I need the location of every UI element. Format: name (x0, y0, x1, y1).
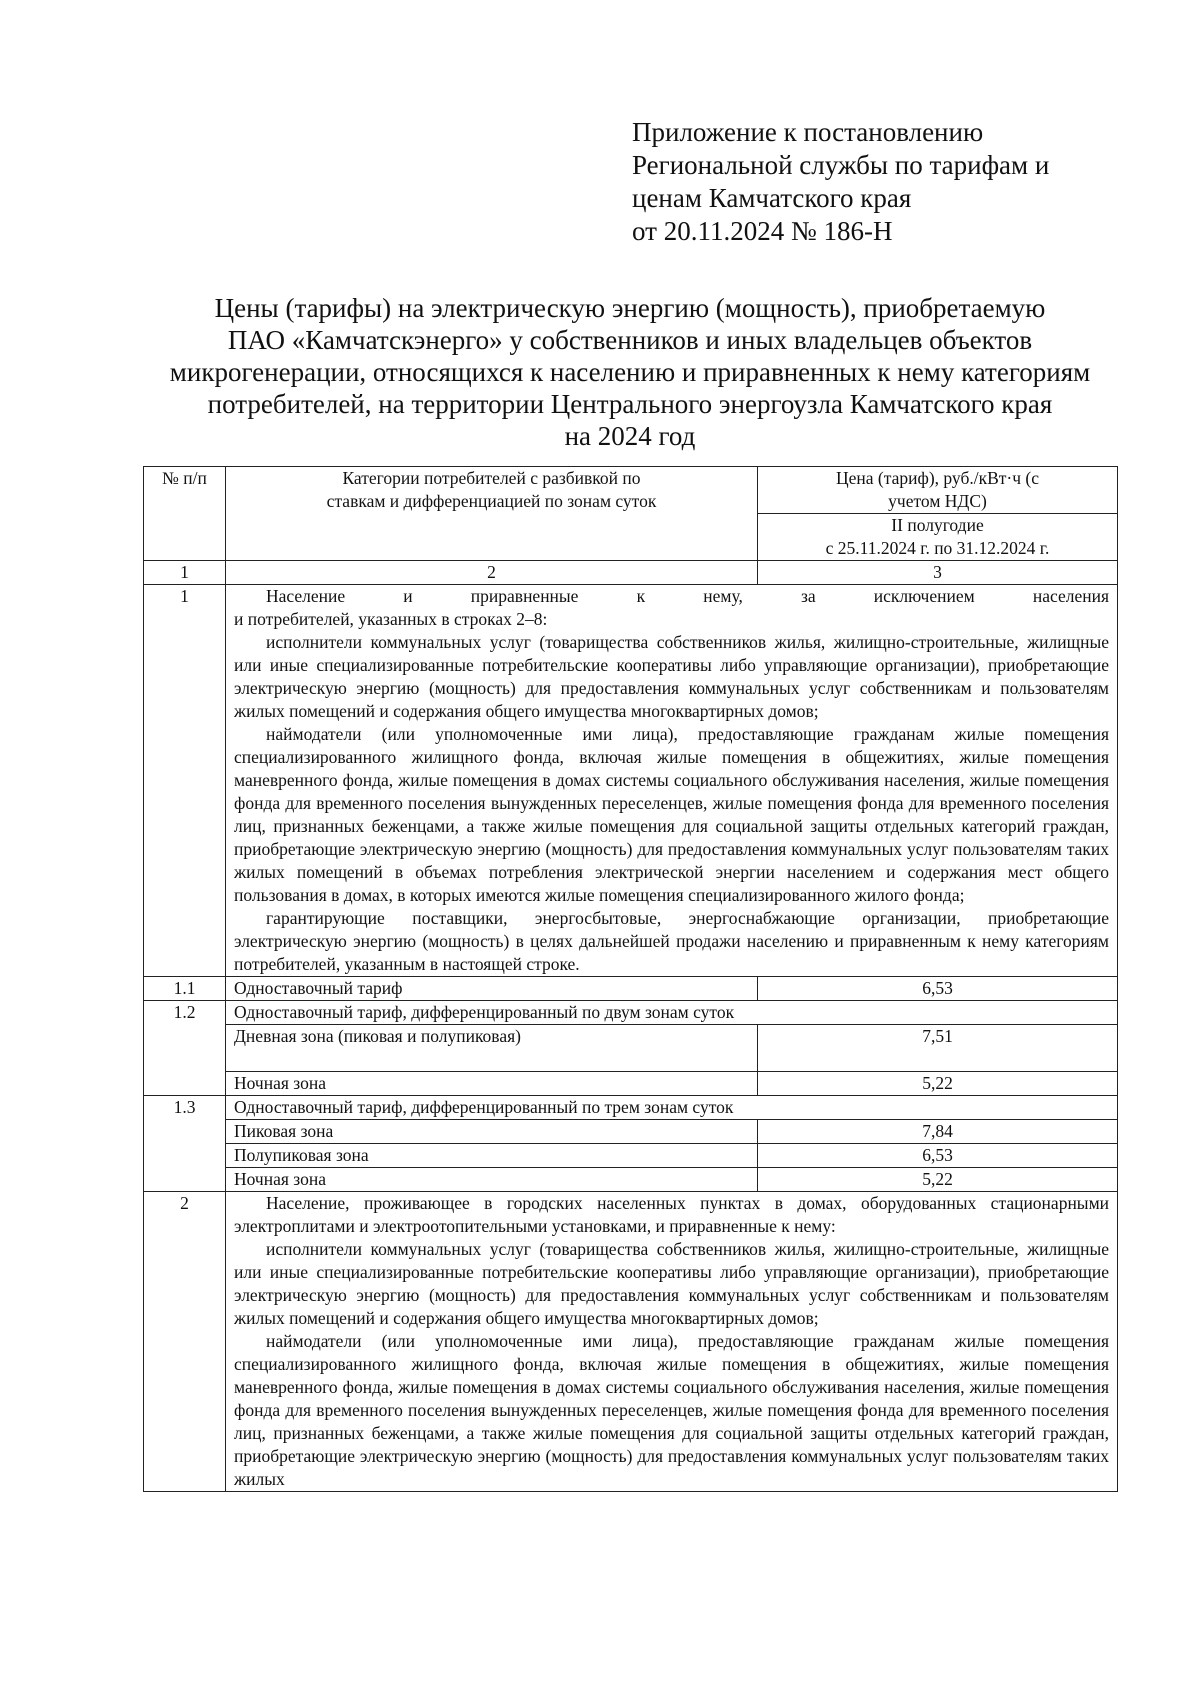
row-number: 1.2 (144, 1001, 226, 1096)
row-number: 1 (144, 585, 226, 977)
title-line: на 2024 год (564, 421, 696, 451)
tariff-label: Одноставочный тариф (226, 977, 758, 1001)
tariff-table (143, 466, 1118, 1492)
header-period (758, 514, 1118, 561)
zone-value: 5,22 (758, 1168, 1118, 1192)
table-row (144, 1144, 1118, 1168)
row-number: 2 (144, 1192, 226, 1492)
header-num: № п/п (144, 467, 226, 561)
description-paragraph: гарантирующие поставщики, энергосбытовые, энергоснабжающие организации, приобретающие электрическую энергию (мощность) в целях дальнейшей продажи населению и приравненным к нему категориям потребителей, указанным в настоящей строке. (234, 908, 1110, 974)
column-number: 2 (226, 561, 758, 585)
title-line: потребителей, на территории Центрального энергоузла Камчатского края (207, 389, 1053, 419)
column-number: 1 (144, 561, 226, 585)
tariff-value: 6,53 (758, 977, 1118, 1001)
column-number: 3 (758, 561, 1118, 585)
description-paragraph: наймодатели (или уполномоченные ими лица), предоставляющие гражданам жилые помещения специализированного жилищного фонда, включая жилые помещения в общежитиях, жилые помещения маневренного фонда, жилые помещения в домах системы социального обслуживания населения, жилые помещения фонда для временного поселения вынужденных переселенцев, жилые помещения фонда для временного поселения лиц, признанных беженцами, а также жилые помещения для социальной защиты отдельных категорий граждан, приобретающие электрическую энергию (мощность) для предоставления коммунальных услуг пользователям таких жилых помещений в объемах потребления электрической энергии населением и содержания мест общего пользования в домах, в которых имеются жилые помещения специализированного жилого фонда; (234, 724, 1110, 905)
title-line: ПАО «Камчатскэнерго» у собственников и иных владельцев объектов (227, 325, 1033, 355)
description-paragraph: исполнители коммунальных услуг (товарищества собственников жилья, жилищно-строительные, жилищные или иные специализированные потребительские кооперативы либо управляющие организации), приобретающие электрическую энергию (мощность) для предоставления коммунальных услуг собственникам и пользователям жилых помещений и содержания общего имущества многоквартирных домов; (234, 632, 1110, 721)
zone-value: 5,22 (758, 1072, 1118, 1096)
description-paragraph: исполнители коммунальных услуг (товарищества собственников жилья, жилищно-строительные, жилищные или иные специализированные потребительские кооперативы либо управляющие организации), приобретающие электрическую энергию (мощность) для предоставления коммунальных услуг собственникам и пользователям жилых помещений и содержания общего имущества многоквартирных домов; (234, 1239, 1110, 1328)
table-row (144, 1192, 1118, 1492)
header-category (226, 467, 758, 561)
header-row (144, 467, 1118, 514)
table-row (144, 1072, 1118, 1096)
period-label: II полугодие (891, 515, 984, 535)
zone-label: Полупиковая зона (226, 1144, 758, 1168)
row-number: 1.3 (144, 1096, 226, 1192)
table-row (144, 1120, 1118, 1144)
header-price: Цена (тариф), руб./кВт·ч (с учетом НДС) (758, 467, 1118, 514)
row-number: 1.1 (144, 977, 226, 1001)
row-description (226, 1192, 1118, 1492)
description-paragraph: Население, проживающее в городских населенных пунктах в домах, оборудованных стационарными электроплитами и электроотопительными установками, и приравненные к нему: (234, 1193, 1110, 1236)
zone-label: Ночная зона (226, 1072, 758, 1096)
table-row (144, 1025, 1118, 1072)
title-line: микрогенерации, относящихся к населению и приравненных к нему категориям (169, 357, 1091, 387)
appendix-block (632, 116, 1102, 248)
period-dates: с 25.11.2024 г. по 31.12.2024 г. (825, 538, 1050, 558)
title-line: Цены (тарифы) на электрическую энергию (мощность), приобретаемую (214, 293, 1046, 323)
appendix-line: от 20.11.2024 № 186-Н (632, 216, 893, 246)
table-row (144, 1168, 1118, 1192)
row-description (226, 585, 1118, 977)
appendix-line: ценам Камчатского края (632, 183, 912, 213)
zone-label: Дневная зона (пиковая и полупиковая) (226, 1025, 758, 1072)
appendix-line: Региональной службы по тарифам и (632, 150, 1050, 180)
description-paragraph: наймодатели (или уполномоченные ими лица), предоставляющие гражданам жилые помещения специализированного жилищного фонда, включая жилые помещения в общежитиях, жилые помещения маневренного фонда, жилые помещения в домах системы социального обслуживания населения, жилые помещения фонда для временного поселения вынужденных переселенцев, жилые помещения фонда для временного поселения лиц, признанных беженцами, а также жилые помещения для социальной защиты отдельных категорий граждан, приобретающие электрическую энергию (мощность) для предоставления коммунальных услуг пользователям таких жилых (234, 1331, 1110, 1489)
table-row (144, 1096, 1118, 1120)
zone-value: 7,51 (758, 1025, 1118, 1072)
header-category-text: Категории потребителей с разбивкой по ставкам и дифференциацией по зонам суток (326, 468, 657, 511)
appendix-line: Приложение к постановлению (632, 117, 984, 147)
table-row (144, 585, 1118, 977)
zone-value: 6,53 (758, 1144, 1118, 1168)
document-title (135, 292, 1125, 452)
description-paragraph: и потребителей, указанных в строках 2–8: (234, 609, 548, 629)
zone-label: Пиковая зона (226, 1120, 758, 1144)
zone-value: 7,84 (758, 1120, 1118, 1144)
column-number-row (144, 561, 1118, 585)
tariff-group-label: Одноставочный тариф, дифференцированный по трем зонам суток (226, 1096, 1118, 1120)
table-row (144, 977, 1118, 1001)
description-paragraph: Население и приравненные к нему, за исключением населения (266, 586, 1110, 606)
tariff-group-label: Одноставочный тариф, дифференцированный по двум зонам суток (226, 1001, 1118, 1025)
zone-label: Ночная зона (226, 1168, 758, 1192)
table-row (144, 1001, 1118, 1025)
